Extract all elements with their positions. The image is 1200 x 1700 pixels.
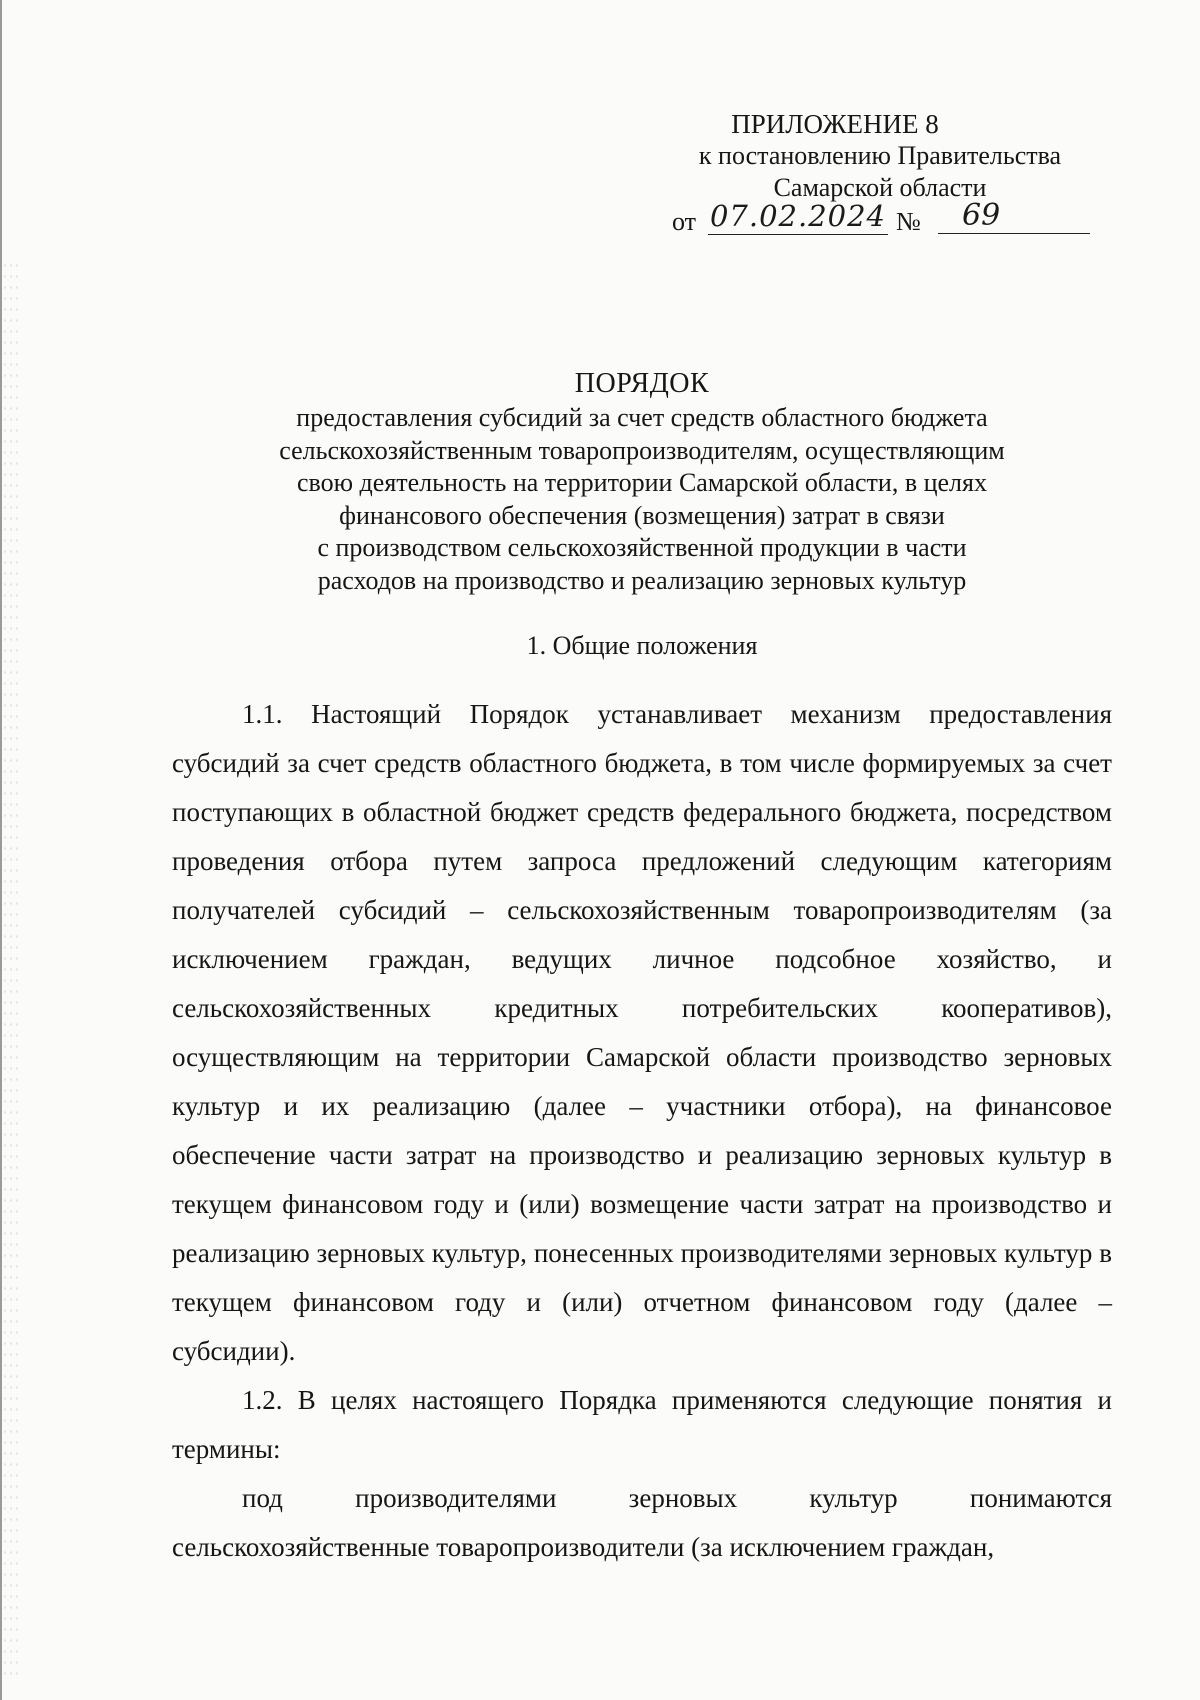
handwritten-date: 07.02.2024 [709,199,887,233]
title-line: расходов на производство и реализацию зерновых культур [317,565,967,595]
date-number-line [660,198,1100,240]
paragraph-1-1: 1.1. Настоящий Порядок устанавливает механизм предоставления субсидий за счет средств областного бюджета, в том числе формируемых за счет поступающих в областной бюджет средств федерального бюджета, посредством проведения отбора путем запроса предложений следующим категориям получателей субсидий – сельскохозяйственным товаропроизводителям (за исключением граждан, ведущих личное подсобное хозяйство, и сельскохозяйственных кредитных потребительских кооперативов), осуществляющим на территории Самарской области производство зерновых культур и их реализацию (далее – участники отбора), на финансовое обеспечение части затрат на производство и реализацию зерновых культур в текущем финансовом году и (или) возмещение части затрат на производство и реализацию зерновых культур, понесенных производителями зерновых культур в текущем финансовом году и (или) отчетном финансовом году (далее – субсидии). [172,699,1112,1366]
handwritten-number: 69 [938,198,1090,234]
title-line: финансового обеспечения (возмещения) затрат в связи [339,500,945,530]
document-title-block [172,366,1112,597]
title-line: с производством сельскохозяйственной продукции в части [317,533,967,562]
appendix-line-2: Самарской области [773,173,987,202]
number-label: № [896,207,921,236]
paragraph-definition: под производителями зерновых культур понимаются сельскохозяйственные товаропроизводители (за исключением граждан, [172,1483,1112,1562]
appendix-block [660,108,1100,240]
title-line: сельскохозяйственным товаропроизводителям, осуществляющим [279,435,1005,465]
from-label: от [672,207,697,236]
section-heading: 1. Общие положения [526,631,758,660]
title-line: предоставления субсидий за счет средств областного бюджета [296,403,988,432]
document-title: ПОРЯДОК [574,368,710,399]
scan-noise [2,260,22,1680]
title-line: свою деятельность на территории Самарской области, в целях [296,468,987,497]
appendix-heading: ПРИЛОЖЕНИЕ 8 [731,109,939,139]
paragraph-1-2: 1.2. В целях настоящего Порядка применяются следующие понятия и термины: [172,1385,1112,1464]
document-body [172,690,1112,1572]
appendix-line-1: к постановлению Правительства [698,141,1062,170]
